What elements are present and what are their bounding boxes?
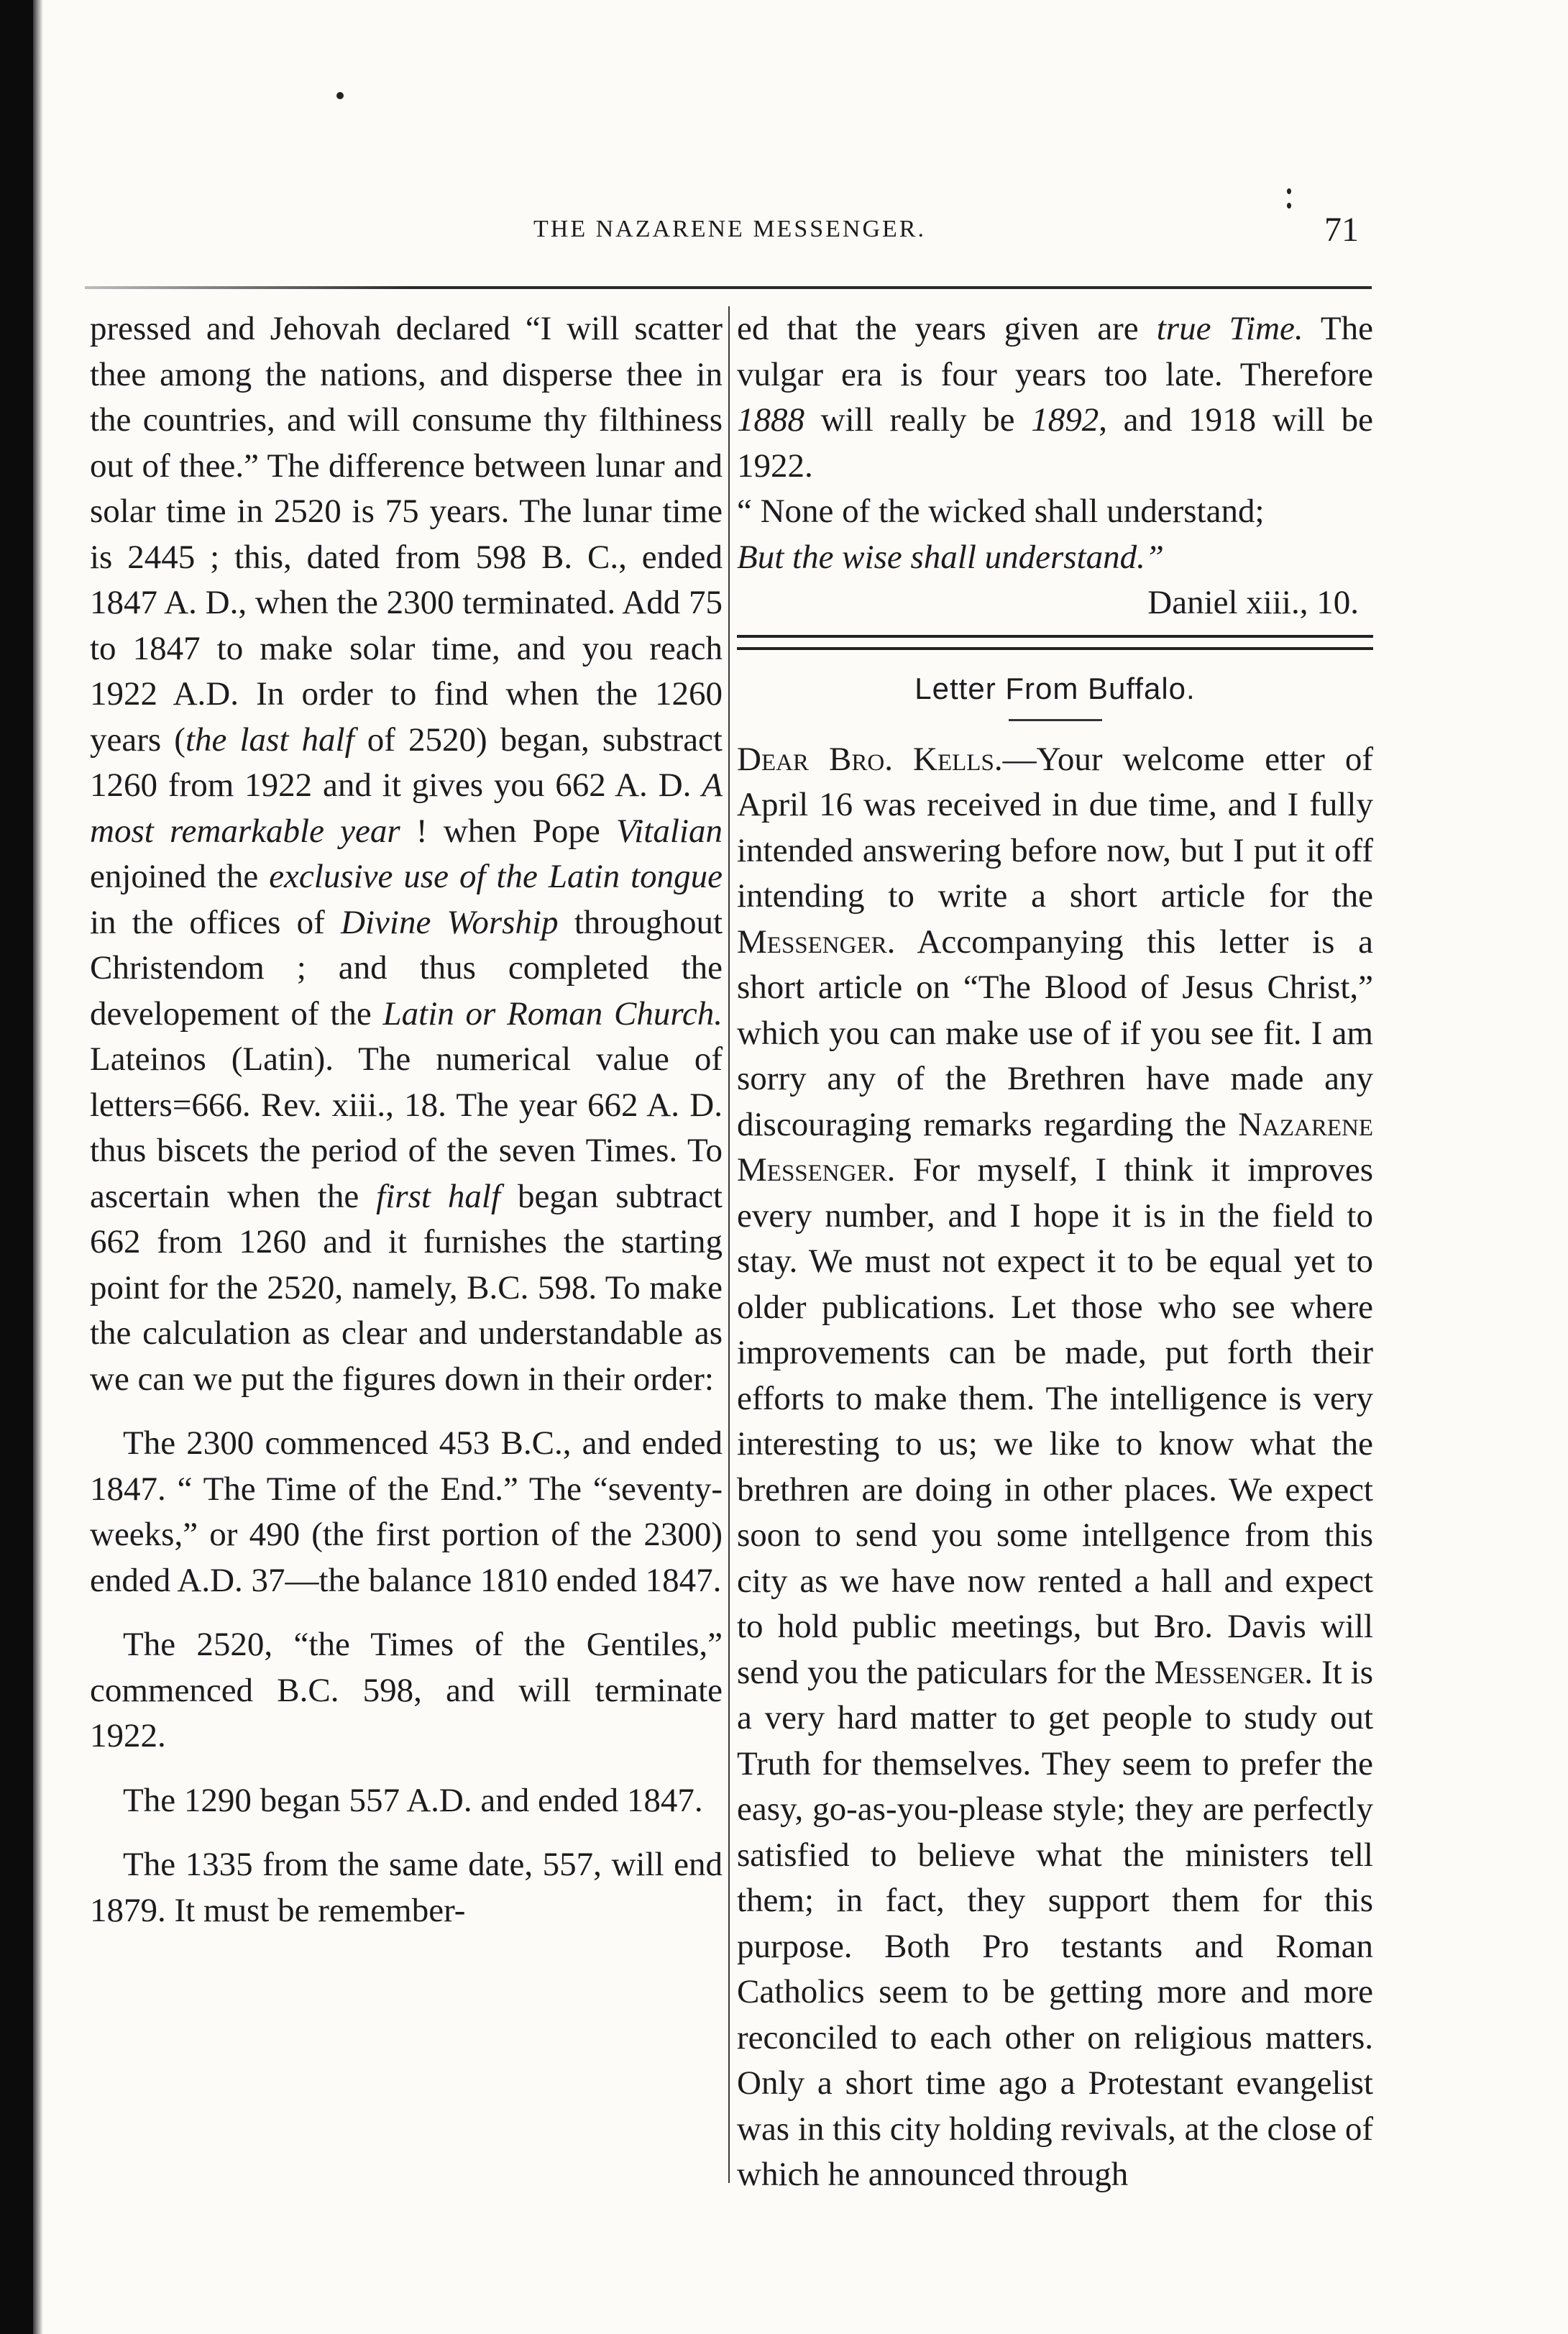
- quote-line: [737, 535, 1373, 581]
- italic-run: the last half: [185, 720, 354, 759]
- small-caps-run: Nazarene Messenger.: [737, 1105, 1373, 1189]
- italic-run: 1888: [737, 401, 804, 439]
- running-title: THE NAZARENE MESSENGER.: [533, 216, 926, 242]
- page-number: 71: [1324, 211, 1359, 249]
- small-caps-run: Dear Bro. Kells.: [737, 740, 1003, 778]
- paragraph: [90, 306, 723, 1402]
- ink-speck: [1287, 188, 1291, 194]
- text-run: enjoined the: [90, 858, 270, 895]
- page-binding-shadow: [33, 0, 43, 2334]
- paragraph: The 2520, “the Times of the Gentiles,” commenced B.C. 598, and will terminate 1922.: [90, 1626, 723, 1754]
- text-run: For myself, I think it improves every number, and I hope it is in the field to stay. We must not expect it to be equal yet to older publications. Let those who see where improvements can be made, put forth their efforts to make them. The intelligence is very interesting to us; we like to know what the brethren are doing in other places. We expect soon to send you some intellgence from this city as we have now rented a hall and expect to hold public meetings, but Bro. Davis will send you the paticulars for the: [737, 1151, 1373, 1691]
- quote-attribution: Daniel xiii., 10.: [1147, 584, 1359, 621]
- section-double-rule: [737, 635, 1373, 650]
- column-divider: [728, 306, 730, 2183]
- small-caps-run: Messenger.: [737, 923, 896, 961]
- text-run: ed that the years given are: [737, 310, 1157, 347]
- right-column: [737, 306, 1373, 2198]
- italic-run: Vitalian: [616, 812, 723, 850]
- page-binding-edge: [0, 0, 33, 2334]
- header-rule: [85, 286, 1372, 289]
- quote-italic: But the wise shall understand.”: [737, 538, 1165, 576]
- italic-run: first half: [376, 1177, 501, 1215]
- text-run: ! when Pope: [400, 812, 617, 850]
- italic-run: true Time.: [1156, 310, 1303, 347]
- ink-speck: [1287, 203, 1291, 209]
- text-run: Accompanying this letter is a short article on “The Blood of Jesus Christ,” which you can make use of if you see fit. I am sorry any of the Brethren have made any discouraging remarks regarding the: [737, 923, 1373, 1143]
- page-header: [86, 211, 1373, 259]
- paragraph: [737, 306, 1373, 489]
- text-run: of 2520) began, substract 1260 from 1922 and it gives you 662 A. D.: [90, 720, 723, 804]
- title-rule: [1009, 719, 1102, 721]
- quote-line: “ None of the wicked shall understand;: [737, 493, 1265, 530]
- italic-run: 1892: [1031, 401, 1099, 439]
- left-column: [90, 306, 723, 1933]
- paragraph: The 2300 commenced 453 B.C., and ended 1847. “ The Time of the End.” The “seventy-weeks,” or 490 (the first portion of the 2300) ended A.D. 37—the balance 1810 ended 1847.: [90, 1424, 723, 1599]
- text-run: It is a very hard matter to get people to study out Truth for themselves. They seem to prefer the easy, go-as-you-please style; they are perfectly satisfied to believe what the ministers tell them; in fact, they support them for this purpose. Both Pro testants and Roman Catholics seem to be getting more and more reconciled to each other on religious matters. Only a short time ago a Protestant evangelist was in this city holding revivals, at the close of which he announced through: [737, 1653, 1373, 2193]
- paragraph: The 1335 from the same date, 557, will end 1879. It must be remember-: [90, 1846, 723, 1929]
- italic-run: exclusive use of the Latin tongue: [269, 858, 723, 895]
- small-caps-run: Messenger.: [1154, 1653, 1313, 1691]
- ink-speck: [336, 92, 344, 99]
- text-run: throughout Christendom ; and thus completed the developement of the: [90, 903, 723, 1033]
- italic-run: Latin or Roman Church.: [382, 994, 723, 1033]
- article-title: Letter From Buffalo.: [914, 671, 1196, 705]
- italic-run: A most remarkable year: [90, 766, 723, 850]
- text-run: pressed and Jehovah declared “I will scatter thee among the nations, and disperse thee in the countries, and will consume thy filthiness out of thee.” The difference between lunar and solar time in 2520 is 75 years. The lunar time is 2445 ; this, dated from 598 B. C., ended 1847 A. D., when the 2300 terminated. Add 75 to 1847 to make solar time, and you reach 1922 A.D. In order to find when the 1260 years (: [90, 310, 723, 759]
- text-run: began subtract 662 from 1260 and it furnishes the starting point for the 2520, namely, B.C. 598. To make the calculation as clear and understandable as we can we put the figures down in their order:: [90, 1177, 723, 1398]
- text-run: Lateinos (Latin). The numerical value of letters=666. Rev. xiii., 18. The year 662 A. D. thus biscets the period of the seven Times. To ascertain when the: [90, 1040, 723, 1215]
- text-run: —Your welcome etter of April 16 was received in due time, and I fully intended answering before now, but I put it off intending to write a short article for the: [737, 740, 1374, 915]
- text-run: The vulgar era is four years too late. Therefore: [737, 310, 1373, 393]
- letter-body: [737, 737, 1373, 2198]
- text-run: , and 1918 will be 1922.: [737, 401, 1373, 485]
- text-run: will really be: [804, 401, 1032, 439]
- paragraph: The 1290 began 557 A.D. and ended 1847.: [123, 1781, 703, 1819]
- text-run: in the offices of: [90, 903, 341, 941]
- italic-run: Divine Worship: [341, 903, 559, 941]
